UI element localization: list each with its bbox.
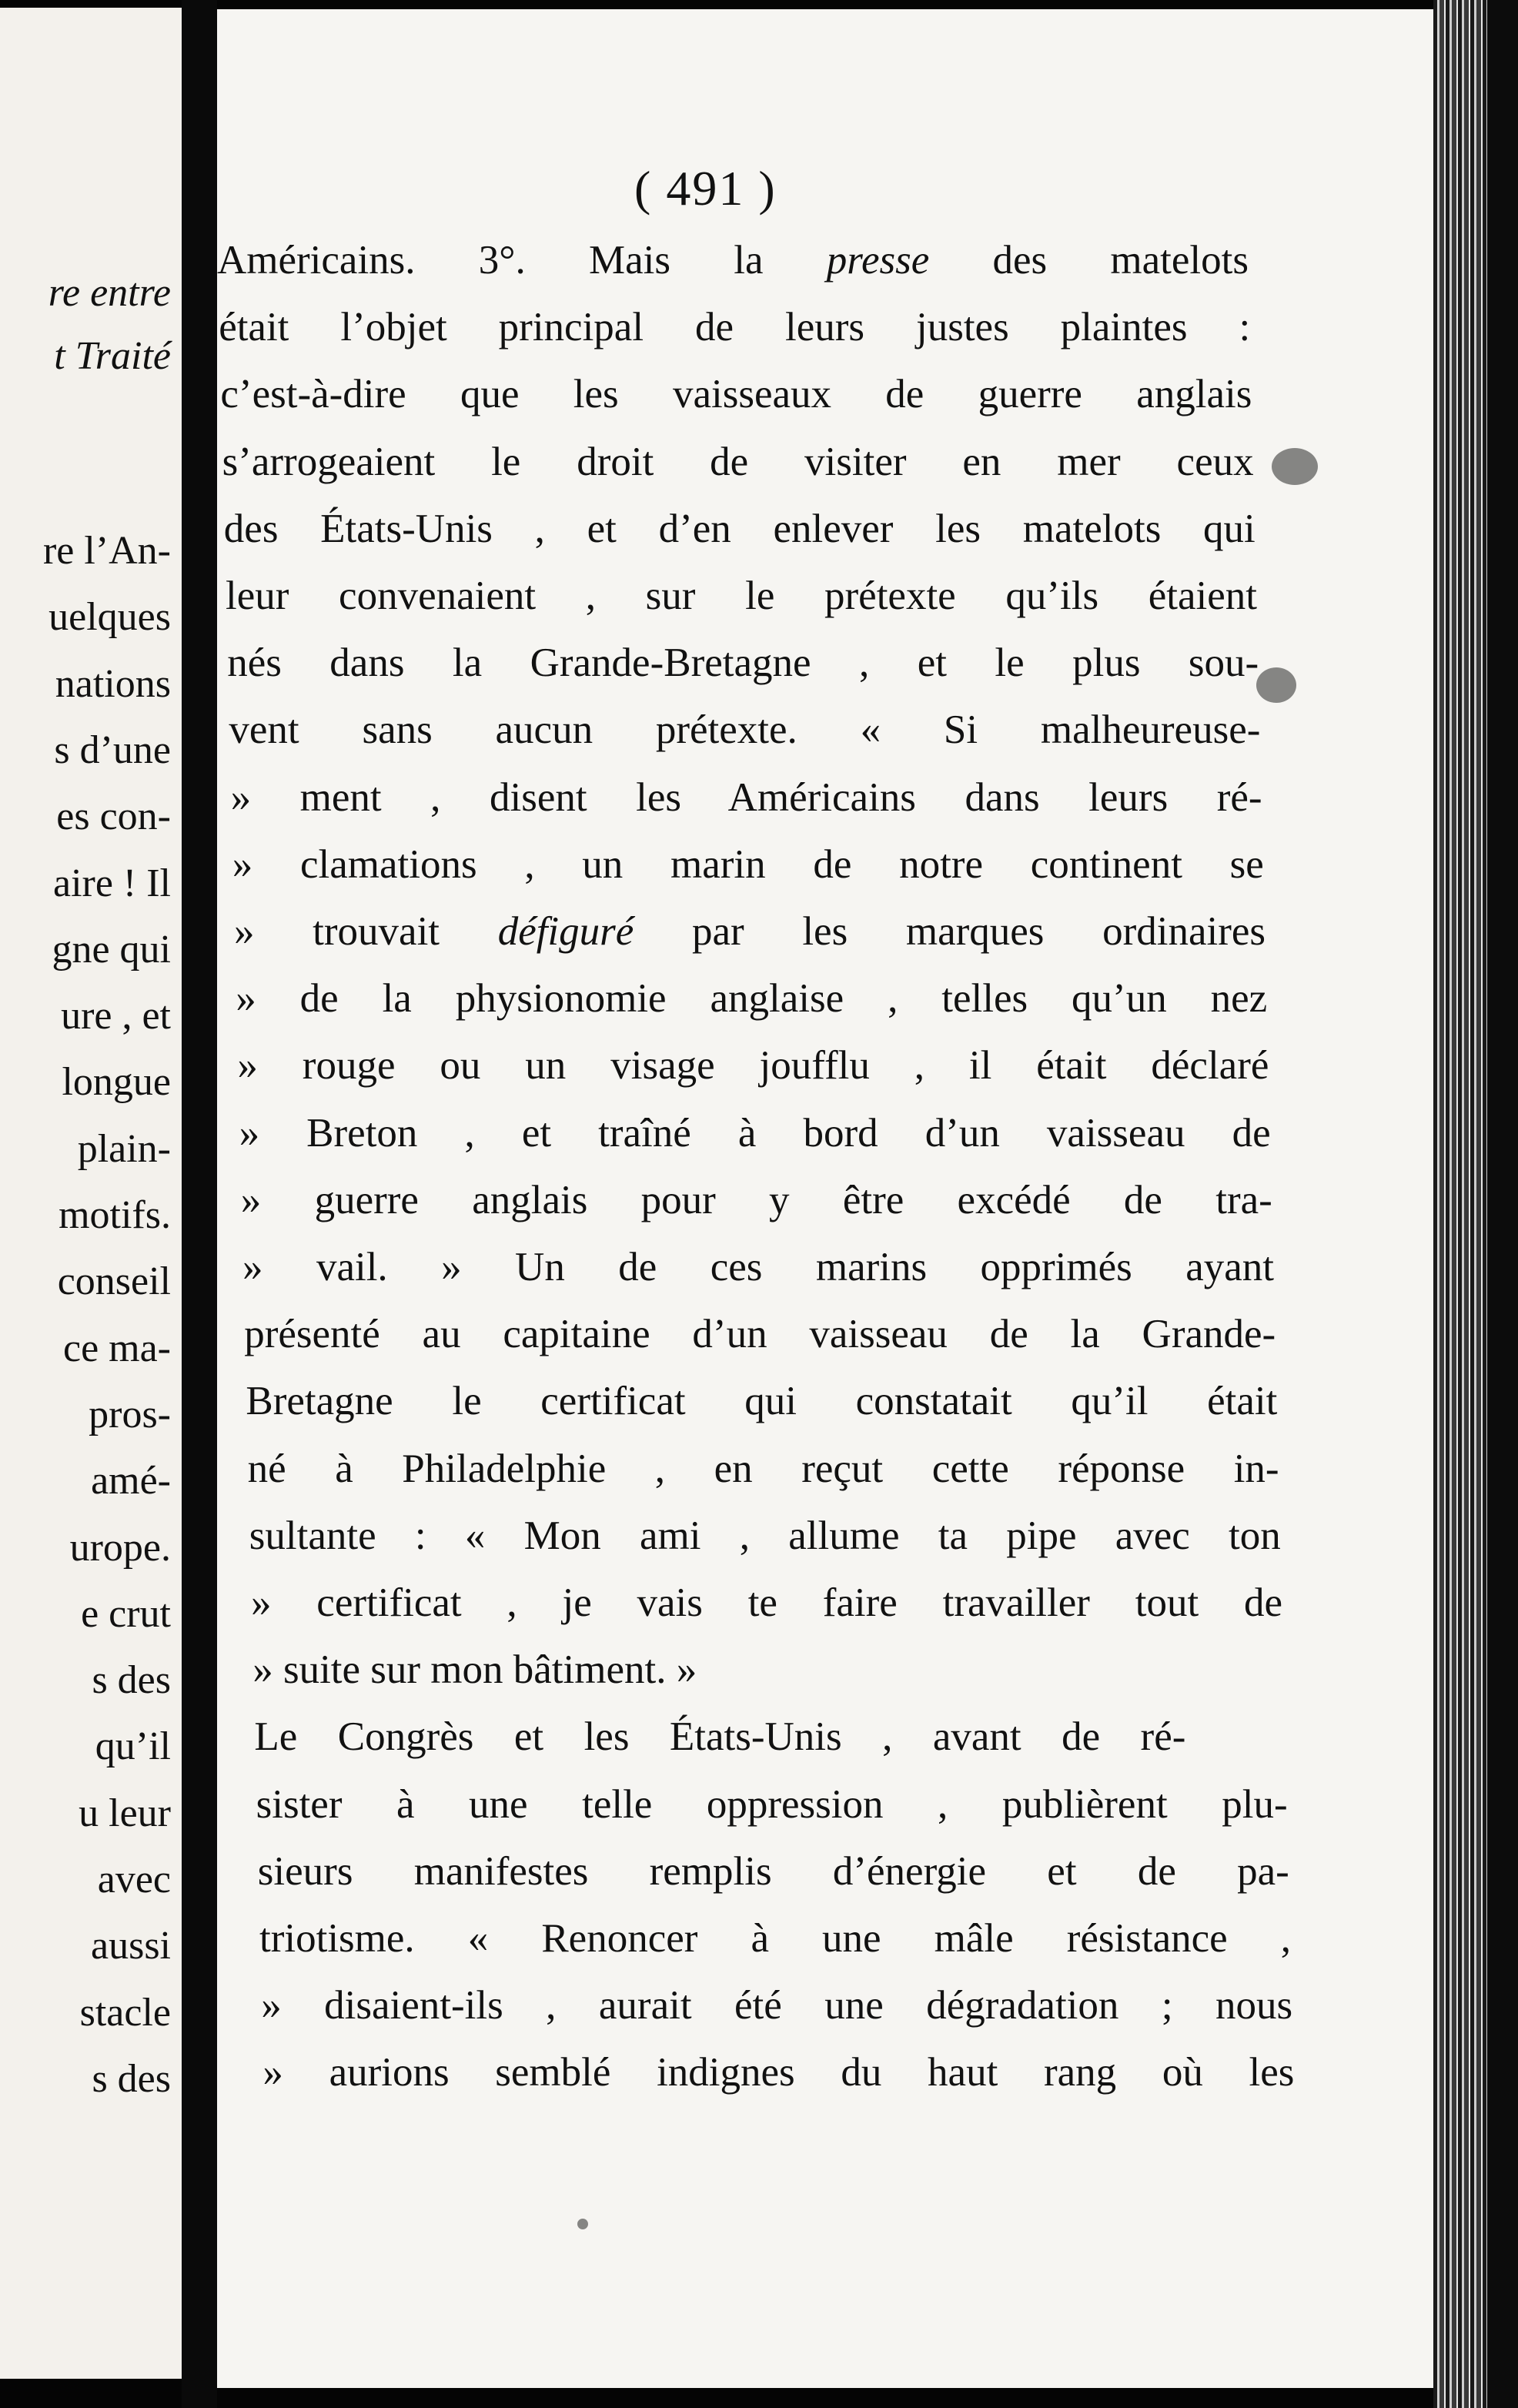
left-page-line: es con-	[56, 794, 171, 839]
left-page-line: s d’une	[54, 727, 171, 772]
ink-smudge	[1272, 448, 1318, 485]
left-page-line: avec	[97, 1858, 171, 1901]
body-text-line: » rouge ou un visage joufflu , il était déclaré	[237, 1043, 1269, 1089]
left-page-line: t Traité	[54, 334, 171, 378]
body-text-line: c’est-à-dire que les vaisseaux de guerre anglais	[220, 372, 1252, 417]
left-page-line: e crut	[81, 1591, 171, 1636]
left-page-line: qu’il	[95, 1724, 171, 1769]
left-page-line: pros-	[89, 1392, 171, 1436]
left-page-line: re entre	[48, 271, 171, 315]
body-text-line: était l’objet principal de leurs justes plaintes :	[219, 305, 1251, 350]
left-page-line: s des	[92, 2056, 171, 2101]
body-text-line: » certificat , je vais te faire travailler tout de	[251, 1580, 1282, 1625]
left-page-line: re l’An-	[42, 529, 171, 573]
left-page-line: conseil	[57, 1259, 171, 1304]
left-page-fragment	[0, 8, 182, 2379]
body-text-line: » guerre anglais pour y être excédé de tra-	[240, 1177, 1272, 1222]
ink-smudge	[577, 2219, 588, 2229]
body-text-line: » clamations , un marin de notre continent se	[232, 841, 1264, 887]
left-page-line: gne qui	[52, 927, 171, 972]
body-text-line: Le Congrès et les États-Unis , avant de ré-	[254, 1714, 1186, 1760]
left-page-line: u leur	[79, 1791, 171, 1835]
body-text-line: leur convenaient , sur le prétexte qu’ils étaient	[226, 574, 1257, 618]
left-page-line: amé-	[91, 1459, 171, 1503]
left-page-line: urope.	[69, 1525, 171, 1570]
page-number: ( 491 )	[634, 161, 777, 216]
left-page-line: ure , et	[61, 994, 171, 1038]
body-text-line: » aurions semblé indignes du haut rang où les	[262, 2050, 1295, 2095]
left-page-line: nations	[55, 661, 171, 706]
body-text-line: Américains. 3°. Mais la presse des matelots	[217, 238, 1249, 283]
left-page-line: longue	[62, 1060, 171, 1105]
body-text-line: » Breton , et traîné à bord d’un vaisseau de	[239, 1110, 1271, 1156]
left-page-line: uelques	[48, 595, 171, 640]
body-text-line: présenté au capitaine d’un vaisseau de la Grande-	[244, 1312, 1276, 1357]
left-page-line: ce ma-	[62, 1326, 171, 1370]
body-text-line: des États-Unis , et d’en enlever les matelots qui	[223, 506, 1256, 551]
left-page-line: stacle	[79, 1990, 171, 2035]
left-page-line: aussi	[91, 1924, 171, 1968]
body-text-line: » trouvait défiguré par les marques ordinaires	[234, 909, 1266, 954]
body-text-line: sultante : « Mon ami , allume ta pipe avec ton	[249, 1513, 1281, 1558]
left-page-line: motifs.	[59, 1193, 171, 1237]
body-text-line: » de la physionomie anglaise , telles qu’un nez	[236, 976, 1268, 1022]
body-text-line: » vail. » Un de ces marins opprimés ayant	[242, 1245, 1274, 1289]
body-text-line: » disaient-ils , aurait été une dégradation ; nous	[261, 1983, 1293, 2028]
body-text-line: sieurs manifestes remplis d’énergie et de pa-	[257, 1848, 1289, 1894]
right-page	[217, 9, 1433, 2388]
body-text-line: né à Philadelphie , en reçut cette réponse in-	[247, 1446, 1279, 1491]
left-page-line: aire ! Il	[52, 861, 171, 905]
body-text-line: vent sans aucun prétexte. « Si malheureuse-	[229, 707, 1261, 753]
body-text-line: Bretagne le certificat qui constatait qu’il était	[246, 1379, 1278, 1424]
body-text-line: » ment , disent les Américains dans leurs ré-	[230, 774, 1262, 820]
ink-smudge	[1256, 667, 1296, 703]
body-text-line: triotisme. « Renoncer à une mâle résistance ,	[259, 1916, 1291, 1961]
book-gutter	[182, 0, 217, 2408]
body-text-line: nés dans la Grande-Bretagne , et le plus sou-	[227, 640, 1259, 686]
left-page-line: s des	[92, 1658, 171, 1703]
left-page-line: plain-	[77, 1126, 171, 1171]
body-text-line: s’arrogeaient le droit de visiter en mer ceux	[222, 439, 1254, 484]
body-text-line: » suite sur mon bâtiment. »	[252, 1647, 697, 1693]
body-text-line: sister à une telle oppression , publièrent plu-	[256, 1781, 1288, 1827]
page-edge-shadow	[1487, 0, 1518, 2408]
